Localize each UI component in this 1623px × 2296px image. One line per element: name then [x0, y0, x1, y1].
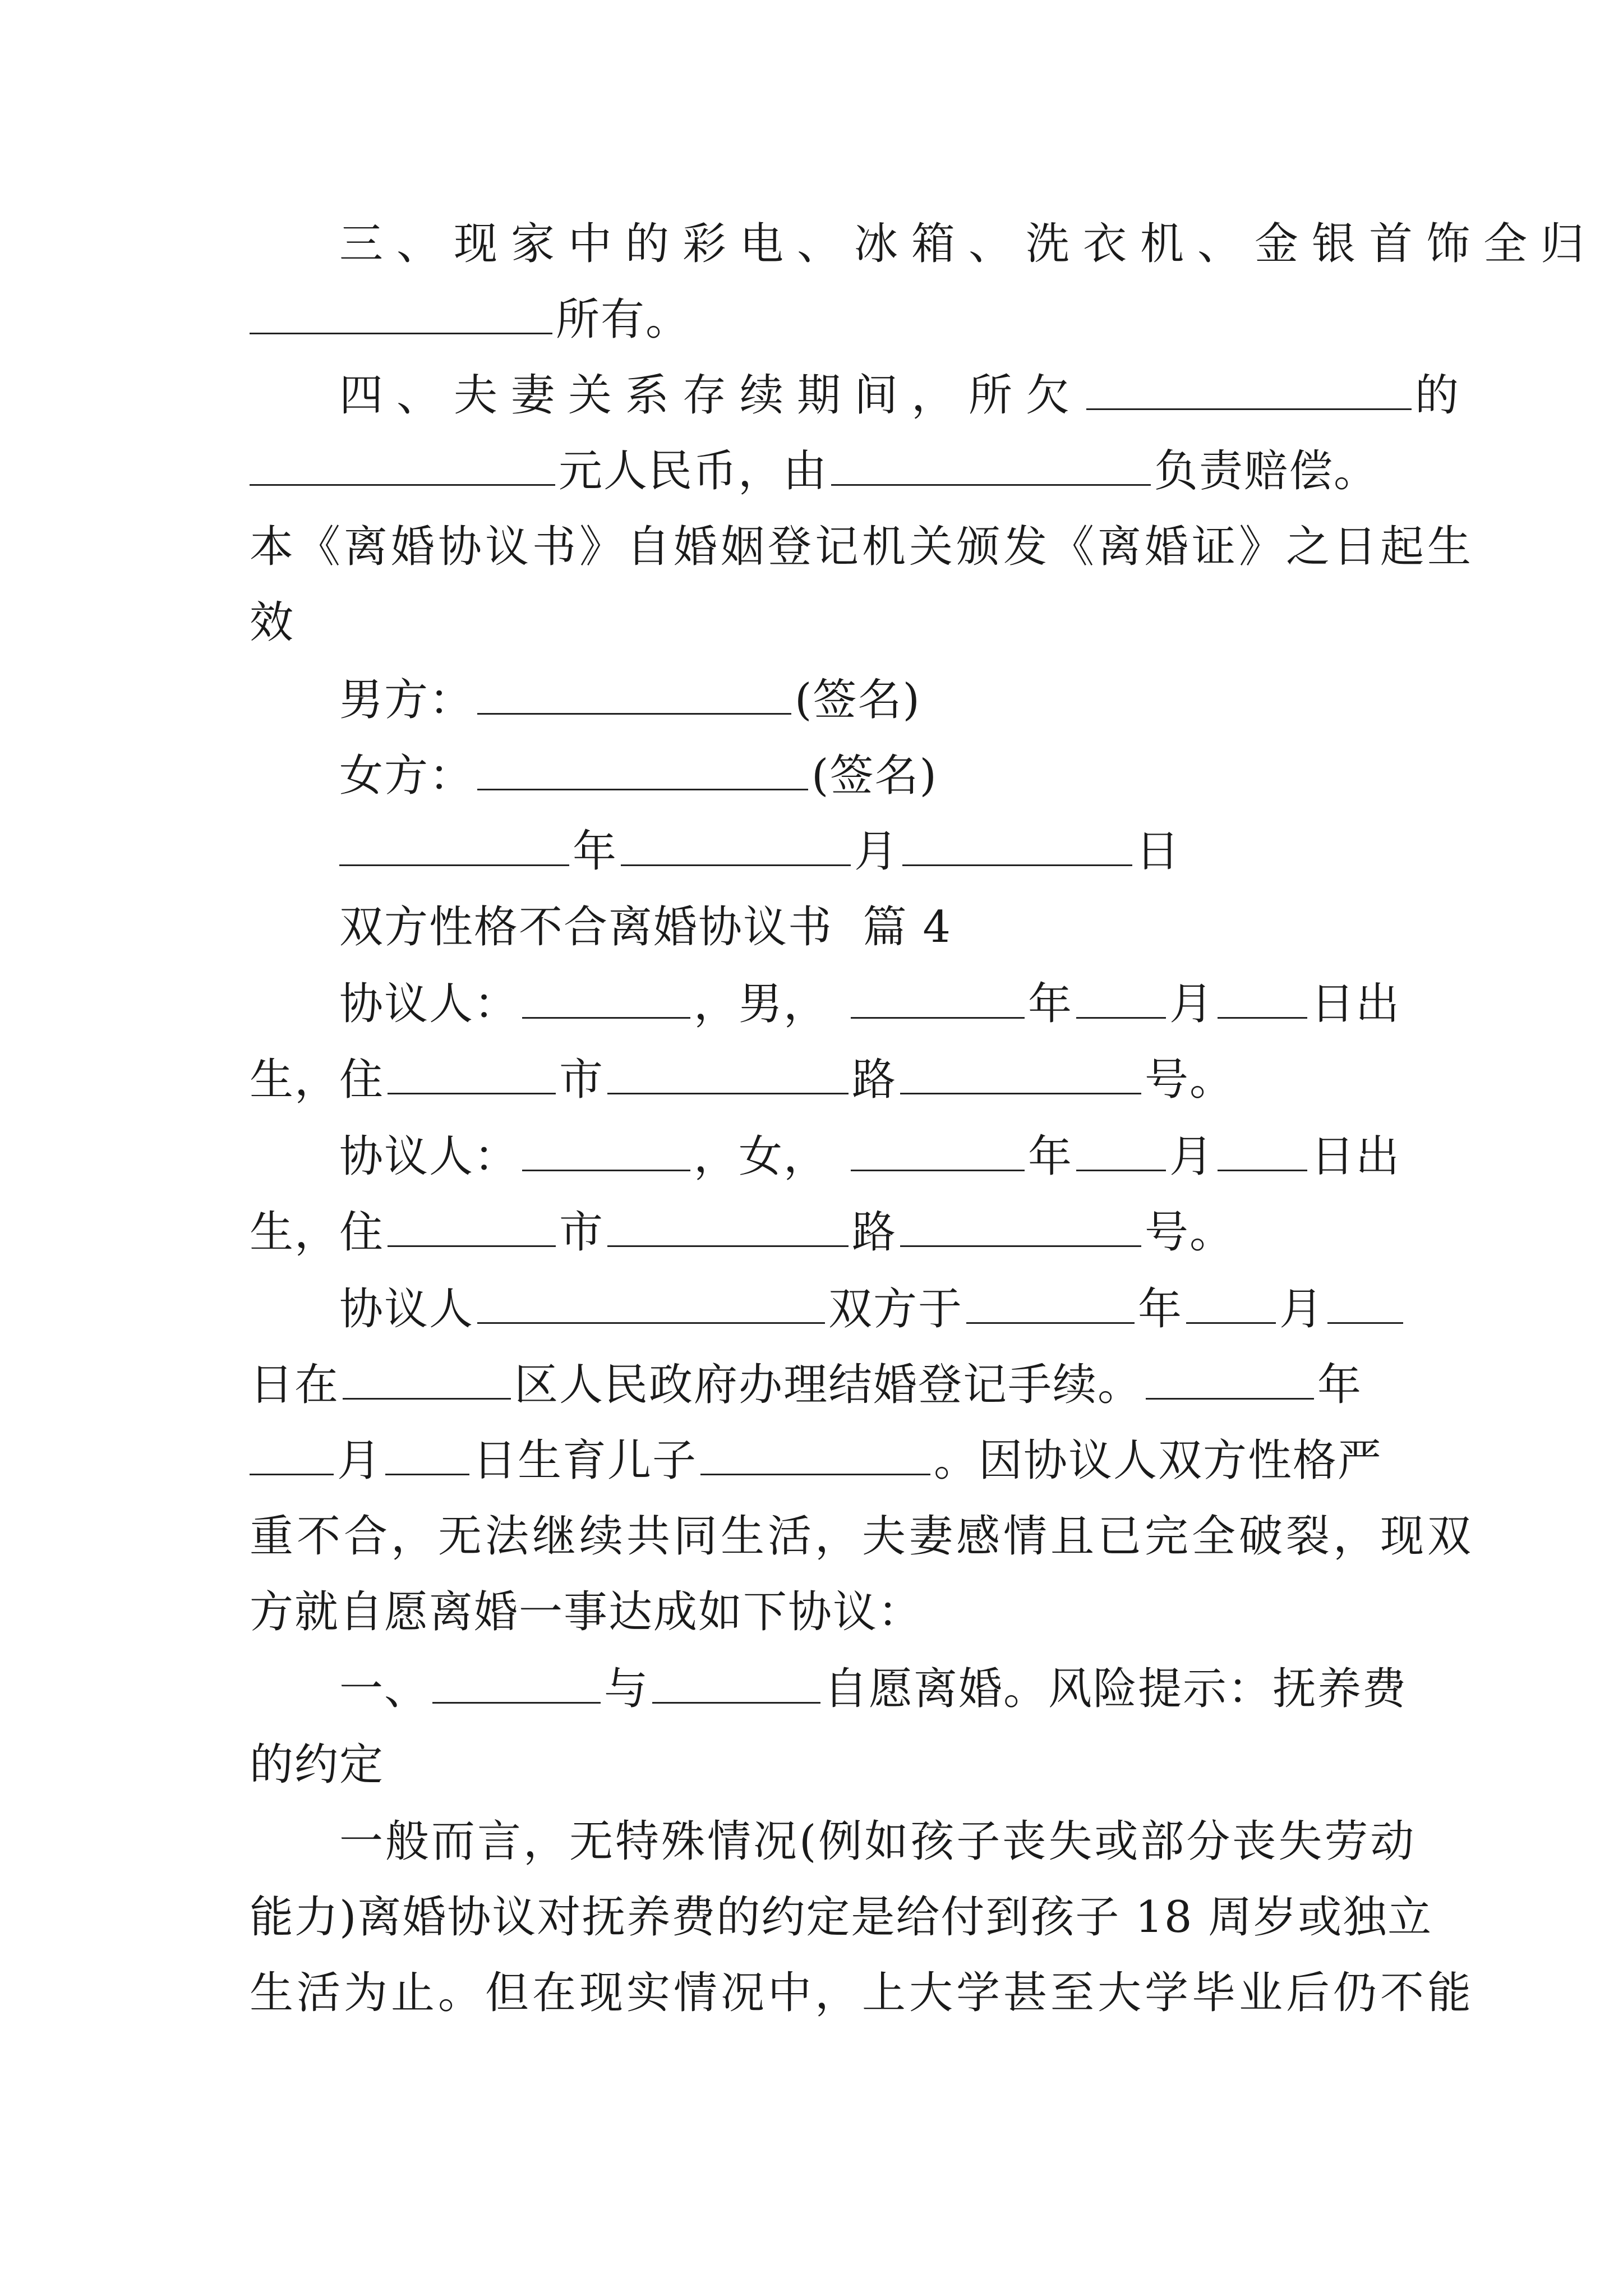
blank-son-name	[700, 1434, 930, 1475]
gender-male: ，男，	[694, 979, 829, 1029]
blank-year	[339, 825, 569, 866]
birth-suffix: 日出	[1311, 1131, 1401, 1182]
parties-label: 协议人	[339, 1284, 474, 1335]
blank-male-signature	[477, 674, 791, 715]
support-text-2: 能力)离婚协议对抚养费的约定是给付到孩子 18 周岁或独立	[250, 1892, 1433, 1943]
party-label: 协议人：	[339, 1131, 519, 1182]
section-heading-text: 双方性格不合离婚协议书 篇 4	[339, 902, 952, 953]
blank-district	[343, 1359, 511, 1400]
year-label: 年	[573, 826, 618, 877]
road-label: 路	[852, 1055, 897, 1105]
marriage-line3	[250, 1433, 1382, 1489]
both-on-label: 双方于	[828, 1284, 963, 1335]
blank-female-name	[522, 1130, 690, 1171]
party-female-line2	[250, 1204, 1234, 1260]
blank-male-birth-year	[851, 978, 1025, 1019]
effective-text-end: 效	[250, 597, 295, 648]
support-text-1: 一般而言，无特殊情况(例如孩子丧失或部分丧失劳动	[339, 1816, 1417, 1867]
amount-text: 元人民币，由	[559, 446, 828, 496]
blank-female-birth-day	[1218, 1130, 1307, 1171]
clause-three-owner	[250, 292, 690, 348]
road-label: 路	[852, 1207, 897, 1258]
clause-four	[339, 367, 1472, 424]
article-one-end	[250, 1737, 384, 1793]
section-heading	[339, 899, 952, 955]
support-text-3: 生活为止。但在现实情况中，上大学甚至大学毕业后仍不能	[250, 1968, 1475, 2018]
month-label: 月	[1279, 1284, 1325, 1335]
day-in-label: 日在	[250, 1360, 340, 1410]
male-sign-hint: (签名)	[795, 675, 921, 725]
signing-date	[339, 823, 1181, 880]
month-label: 月	[854, 826, 900, 877]
female-signature	[339, 748, 938, 804]
blank-male-city	[388, 1053, 556, 1094]
male-label: 男方：	[339, 675, 474, 725]
blank-male-birth-month	[1076, 978, 1166, 1019]
blank-birth-year	[1146, 1359, 1314, 1400]
blank-debt	[1086, 369, 1412, 410]
residence-label: 生，住	[250, 1055, 385, 1105]
residence-label: 生，住	[250, 1207, 385, 1258]
reason-text-cont: 重不合，无法继续共同生活，夫妻感情且已完全破裂，现双	[250, 1511, 1475, 1562]
article-one-number: 一、	[339, 1664, 430, 1714]
female-sign-hint: (签名)	[811, 751, 938, 801]
blank-month	[621, 825, 851, 866]
clause-three	[339, 216, 1598, 272]
clause-four-amount	[250, 443, 1378, 499]
reason-text: 。因协议人双方性格严	[934, 1435, 1383, 1486]
marriage-line1	[339, 1281, 1407, 1337]
clause-three-text: 三、现家中的彩电、冰箱、洗衣机、金银首饰全归	[339, 219, 1598, 269]
blank-male-name	[522, 978, 690, 1019]
blank-female-birth-year	[851, 1130, 1025, 1171]
marriage-line2	[250, 1357, 1362, 1413]
registration-text: 区人民政府办理结婚登记手续。	[514, 1360, 1143, 1410]
blank-female-city	[388, 1206, 556, 1247]
year-label: 年	[1317, 1360, 1363, 1410]
owner-suffix: 所有。	[556, 295, 691, 345]
blank-party-a	[432, 1663, 601, 1704]
year-label: 年	[1028, 1131, 1073, 1182]
female-label: 女方：	[339, 751, 474, 801]
blank-owner	[250, 293, 552, 334]
article-one-text-end: 的约定	[250, 1740, 385, 1790]
son-born-text: 日生育儿子	[473, 1435, 698, 1486]
party-label: 协议人：	[339, 979, 519, 1029]
blank-female-birth-month	[1076, 1130, 1166, 1171]
city-label: 市	[559, 1055, 605, 1105]
support-para-line3	[250, 1965, 1474, 2021]
day-label: 日	[1136, 826, 1181, 877]
blank-female-road	[607, 1206, 849, 1247]
agreement-intro: 方就自愿离婚一事达成如下协议：	[250, 1587, 923, 1637]
and-label: 与	[604, 1664, 649, 1714]
city-label: 市	[559, 1207, 605, 1258]
marriage-line5	[250, 1584, 923, 1640]
support-para-line2	[250, 1889, 1432, 1945]
marriage-line4	[250, 1508, 1474, 1565]
blank-female-signature	[477, 749, 808, 790]
blank-male-birth-day	[1218, 978, 1307, 1019]
effective-text: 本《离婚协议书》自婚姻登记机关颁发《离婚证》之日起生	[250, 522, 1475, 572]
blank-amount	[250, 445, 555, 486]
blank-marriage-day	[1327, 1283, 1403, 1324]
birth-suffix: 日出	[1311, 979, 1401, 1029]
blank-male-number	[900, 1053, 1141, 1094]
blank-payer	[831, 445, 1151, 486]
blank-birth-month	[250, 1434, 334, 1475]
party-female-line1	[339, 1129, 1400, 1185]
blank-marriage-year	[966, 1283, 1135, 1324]
blank-marriage-month	[1186, 1283, 1276, 1324]
article-one-text: 自愿离婚。风险提示：抚养费	[824, 1664, 1408, 1714]
support-para-line1	[339, 1814, 1416, 1870]
blank-birth-day	[385, 1434, 469, 1475]
number-label: 号。	[1145, 1207, 1235, 1258]
male-signature	[339, 672, 921, 728]
blank-day	[902, 825, 1132, 866]
blank-party-b	[652, 1663, 820, 1704]
blank-male-road	[607, 1053, 849, 1094]
month-label: 月	[337, 1435, 382, 1486]
gender-female: ，女，	[694, 1131, 829, 1182]
article-one	[339, 1661, 1407, 1717]
clause-four-text: 四、夫妻关系存续期间，所欠	[339, 370, 1083, 421]
party-male-line1	[339, 976, 1400, 1032]
party-male-line2	[250, 1052, 1234, 1108]
blank-parties	[477, 1283, 825, 1324]
number-label: 号。	[1145, 1055, 1235, 1105]
year-label: 年	[1138, 1284, 1183, 1335]
payer-suffix: 负责赔偿。	[1154, 446, 1379, 496]
clause-four-suffix: 的	[1415, 370, 1473, 421]
month-label: 月	[1169, 979, 1215, 1029]
effective-clause	[250, 519, 1474, 575]
effective-clause-end	[250, 595, 294, 651]
month-label: 月	[1169, 1131, 1215, 1182]
blank-female-number	[900, 1206, 1141, 1247]
year-label: 年	[1028, 979, 1073, 1029]
